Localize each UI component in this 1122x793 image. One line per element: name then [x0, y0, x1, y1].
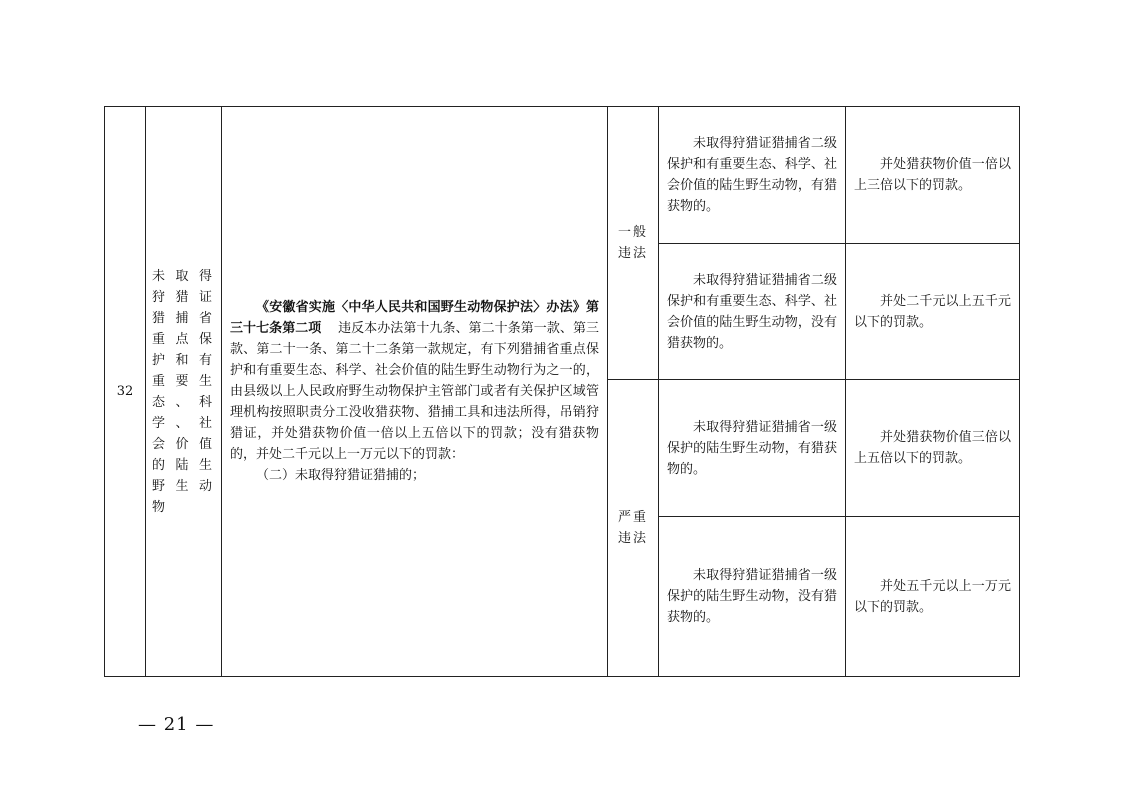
circumstance-cell: [659, 107, 846, 244]
circumstance-text: 未取得狩猎证猎捕省一级保护的陆生野生动物，有猎获物的。: [667, 419, 837, 477]
level-serious: 严重违法: [608, 380, 659, 677]
page-number: — 21 —: [138, 714, 215, 735]
penalty-cell: [846, 244, 1020, 380]
penalty-cell: [846, 380, 1020, 517]
level-general: 一般违法: [608, 107, 659, 380]
penalty-table: [104, 106, 1020, 677]
row-number: 32: [105, 107, 146, 677]
circumstance-cell: [659, 517, 846, 677]
penalty-text: 并处猎获物价值一倍以上三倍以下的罚款。: [854, 157, 1011, 193]
circumstance-cell: [659, 380, 846, 517]
legal-basis-body: 违反本办法第十九条、第二十条第一款、第三款、第二十一条、第二十二条第一款规定，有下列猎捕省重点保护和有重要生态、科学、社会价值的陆生野生动物行为之一的，由县级以上人民政府野生动物保护主管部门或者有关保护区域管理机构按照职责分工没收猎获物、猎捕工具和违法所得，吊销狩猎证，并处猎获物价值一倍以上五倍以下的罚款；没有猎获物的，并处二千元以上一万元以下的罚款：: [230, 321, 599, 462]
legal-basis-item: （二）未取得狩猎证猎捕的；: [256, 468, 426, 483]
penalty-cell: [846, 107, 1020, 244]
circumstance-cell: [659, 244, 846, 380]
offense-description: 未取得狩猎证猎捕省重点保护和有重要生态、科学、社会价值的陆生野生动物: [146, 107, 222, 677]
circumstance-text: 未取得狩猎证猎捕省二级保护和有重要生态、科学、社会价值的陆生野生动物，有猎获物的。: [667, 136, 837, 214]
penalty-text: 并处五千元以上一万元以下的罚款。: [854, 578, 1011, 615]
circumstance-text: 未取得狩猎证猎捕省二级保护和有重要生态、科学、社会价值的陆生野生动物，没有猎获物的。: [667, 272, 837, 351]
circumstance-text: 未取得狩猎证猎捕省一级保护的陆生野生动物，没有猎获物的。: [667, 568, 837, 625]
legal-basis-title: 《安徽省实施〈中华人民共和国野生动物保护法〉办法》第三十七条第二项: [230, 300, 599, 336]
penalty-cell: [846, 517, 1020, 677]
table-row: [105, 107, 1020, 244]
penalty-text: 并处猎获物价值三倍以上五倍以下的罚款。: [854, 430, 1011, 466]
penalty-text: 并处二千元以上五千元以下的罚款。: [854, 293, 1011, 330]
legal-basis: [222, 107, 608, 677]
